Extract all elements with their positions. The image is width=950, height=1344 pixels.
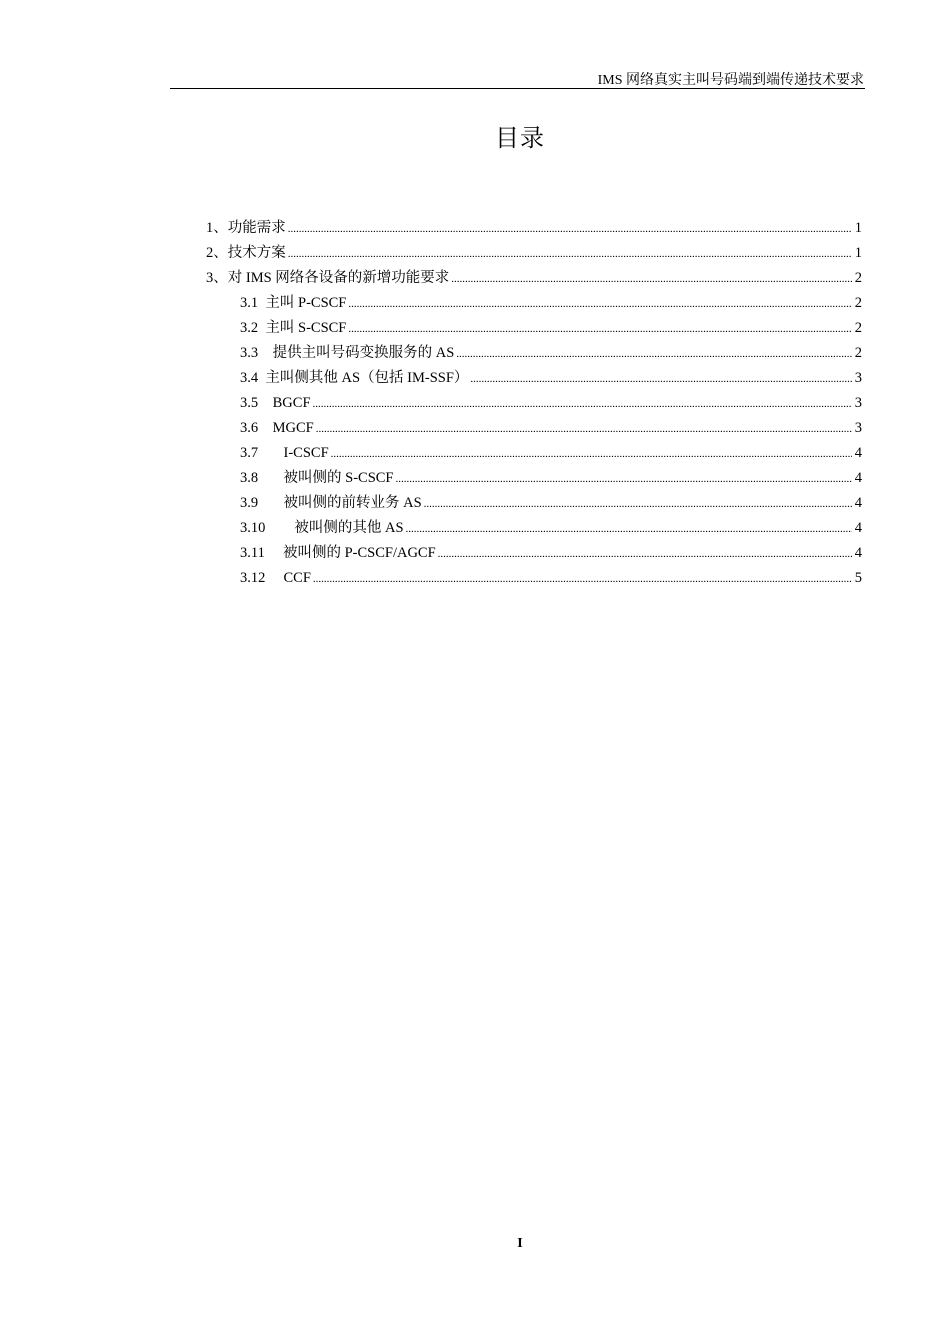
toc-entry-label: 主叫侧其他 AS（包括 IM-SSF）: [265, 370, 469, 386]
toc-dot-leader: [396, 467, 853, 492]
toc-entry-number: 1、: [206, 220, 228, 236]
toc-dot-leader: [470, 367, 852, 392]
toc-entry-label: 功能需求: [227, 220, 286, 236]
toc-entry-number: 3、: [206, 270, 228, 286]
toc-entry[interactable]: [206, 516, 862, 541]
toc-entry[interactable]: [206, 291, 862, 316]
toc-dot-leader: [406, 517, 852, 542]
toc-dot-leader: [313, 567, 852, 592]
toc-entry[interactable]: [206, 341, 862, 366]
toc-entry-number: 3.5: [240, 395, 273, 411]
toc-entry-page: 2: [854, 295, 862, 311]
toc-entry-number: 3.4: [240, 370, 266, 386]
toc-dot-leader: [348, 292, 852, 317]
toc-entry[interactable]: [206, 216, 862, 241]
toc-entry-label: 主叫 S-CSCF: [265, 320, 347, 336]
page-number: I: [517, 1236, 523, 1251]
toc-entry-page: 2: [854, 270, 862, 286]
toc-entry-page: 3: [854, 395, 862, 411]
toc-entry-page: 2: [854, 320, 862, 336]
toc-dot-leader: [331, 442, 852, 467]
toc-entry-page: 4: [854, 545, 862, 561]
toc-entry-label: I-CSCF: [283, 445, 329, 461]
toc-entry-page: 1: [854, 220, 862, 236]
toc-entry[interactable]: [206, 491, 862, 516]
toc-entry-number: 2、: [206, 245, 228, 261]
toc-dot-leader: [313, 392, 852, 417]
toc-entry-page: 4: [854, 495, 862, 511]
toc-entry-number: 3.11: [240, 545, 283, 561]
toc-entry-label: 被叫侧的其他 AS: [294, 520, 404, 536]
toc-entry-number: 3.8: [240, 470, 284, 486]
toc-entry-page: 4: [854, 445, 862, 461]
toc-title: 目录: [495, 126, 545, 152]
toc-dot-leader: [348, 317, 852, 342]
toc-entry-label: 被叫侧的 S-CSCF: [283, 470, 394, 486]
toc-dot-leader: [451, 267, 852, 292]
toc-entry-number: 3.7: [240, 445, 284, 461]
toc-entry[interactable]: [206, 566, 862, 591]
toc-entry-number: 3.3: [240, 345, 273, 361]
toc-entry[interactable]: [206, 316, 862, 341]
toc-entry-number: 3.1: [240, 295, 266, 311]
toc-dot-leader: [424, 492, 852, 517]
toc-entry[interactable]: [206, 541, 862, 566]
toc-entry-number: 3.6: [240, 420, 273, 436]
toc-dot-leader: [288, 242, 852, 267]
toc-dot-leader: [288, 217, 852, 242]
toc-entry-number: 3.12: [240, 570, 284, 586]
toc-entry-label: MGCF: [272, 420, 314, 436]
toc-entry-number: 3.9: [240, 495, 284, 511]
toc-entry-label: 被叫侧的前转业务 AS: [283, 495, 422, 511]
toc-entry-page: 3: [854, 420, 862, 436]
toc-entry-page: 2: [854, 345, 862, 361]
toc-entry-label: CCF: [283, 570, 311, 586]
toc-entry[interactable]: [206, 366, 862, 391]
toc-entry-number: 3.10: [240, 520, 295, 536]
toc-entry-page: 3: [854, 370, 862, 386]
toc-entry-page: 5: [854, 570, 862, 586]
toc-entry-label: 被叫侧的 P-CSCF/AGCF: [282, 545, 436, 561]
toc-entry-number: 3.2: [240, 320, 266, 336]
toc-dot-leader: [316, 417, 852, 442]
toc-entry-label: 主叫 P-CSCF: [265, 295, 347, 311]
toc-entry[interactable]: [206, 416, 862, 441]
toc-entry-label: BGCF: [272, 395, 311, 411]
toc-entry-label: 对 IMS 网络各设备的新增功能要求: [227, 270, 450, 286]
header-rule: [170, 88, 865, 89]
toc-entry[interactable]: [206, 266, 862, 291]
toc-dot-leader: [438, 542, 852, 567]
toc-dot-leader: [456, 342, 852, 367]
toc-entry[interactable]: [206, 466, 862, 491]
toc-entry-page: 1: [854, 245, 862, 261]
toc-entry-page: 4: [854, 470, 862, 486]
toc-entry[interactable]: [206, 441, 862, 466]
toc-entry-label: 提供主叫号码变换服务的 AS: [272, 345, 455, 361]
toc-entry[interactable]: [206, 241, 862, 266]
toc-entry-label: 技术方案: [227, 245, 286, 261]
table-of-contents: [206, 216, 862, 591]
running-header: IMS 网络真实主叫号码端到端传递技术要求: [597, 73, 864, 88]
toc-entry[interactable]: [206, 391, 862, 416]
toc-entry-page: 4: [854, 520, 862, 536]
